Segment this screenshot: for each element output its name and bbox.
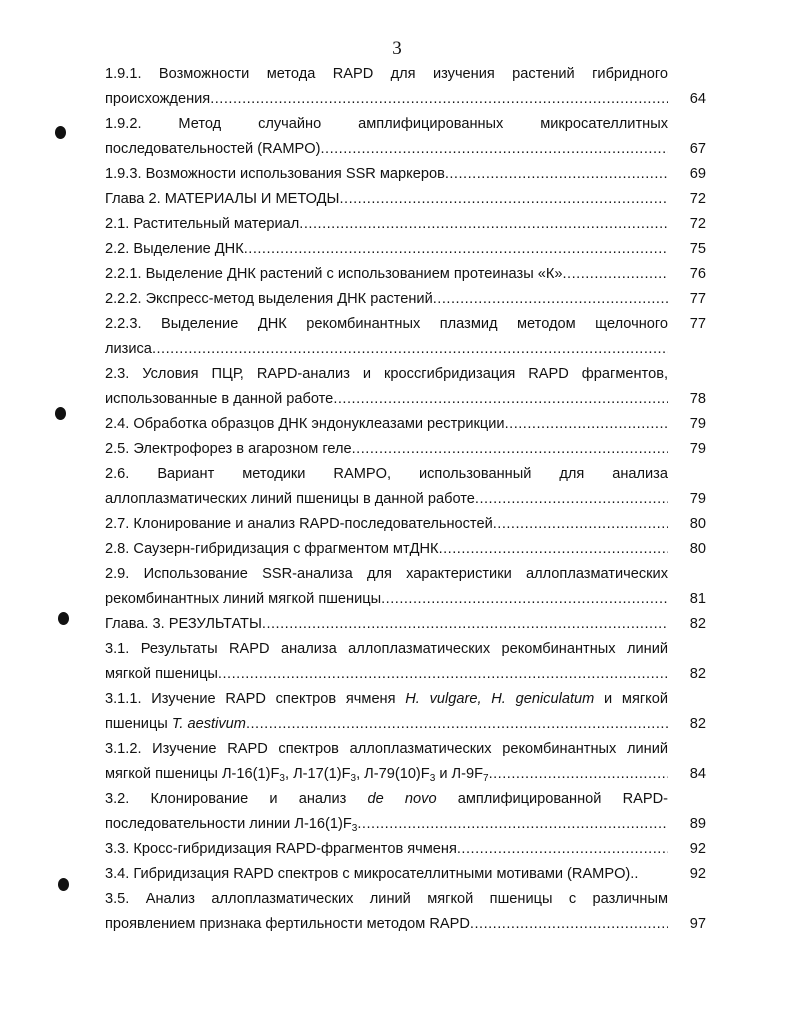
toc-entry-2-7: 2.7. Клонирование и анализ RAPD-последовательностей ..... (105, 512, 668, 537)
toc-entry-2-9-line2: рекомбинантных линий мягкой пшеницы ..... (105, 587, 668, 612)
toc-entry-1-9-3: 1.9.3. Возможности использования SSR маркеров ..... (105, 162, 668, 187)
toc-page-2-6: 79 (689, 491, 706, 507)
toc-entry-3-1-2-line1: 3.1.2. Изучение RAPD спектров аллоплазматических рекомбинантных линий (105, 741, 668, 757)
toc-page-chapter-2: 72 (689, 191, 706, 207)
toc-page-2-2: 75 (689, 241, 706, 257)
binding-hole-mark-1 (55, 126, 66, 139)
toc-page-2-2-2: 77 (689, 291, 706, 307)
toc-entry-3-3: 3.3. Кросс-гибридизация RAPD-фрагментов ячменя ..... (105, 837, 668, 862)
toc-page-2-1: 72 (689, 216, 706, 232)
toc-page-1-9-1: 64 (689, 91, 706, 107)
toc-entry-2-2: 2.2. Выделение ДНК ..... (105, 237, 668, 262)
toc-page-2-4: 79 (689, 416, 706, 432)
toc-entry-2-3-line1: 2.3. Условия ПЦР, RAPD-анализ и кроссгибридизация RAPD фрагментов, (105, 366, 668, 382)
toc-entry-2-6-line1: 2.6. Вариант методики RAMPO, использованный для анализа (105, 466, 668, 482)
toc-entry-1-9-2-line2: последовательностей (RAMPO) ..... (105, 137, 668, 162)
toc-entry-2-8: 2.8. Саузерн-гибридизация с фрагментом мтДНК ..... (105, 537, 668, 562)
toc-page-2-5: 79 (689, 441, 706, 457)
toc-page-3-4: 92 (689, 866, 706, 882)
toc-page-2-7: 80 (689, 516, 706, 532)
toc-entry-3-1-line2: мягкой пшеницы ..... (105, 662, 668, 687)
toc-page-3-1-1: 82 (689, 716, 706, 732)
toc-entry-2-9-line1: 2.9. Использование SSR-анализа для характеристики аллоплазматических (105, 566, 668, 582)
toc-entry-2-5: 2.5. Электрофорез в агарозном геле ..... (105, 437, 668, 462)
toc-entry-3-2-line2: последовательности линии $Л-16(1)F_3$ ..... (105, 812, 668, 837)
toc-page-3-5: 97 (689, 916, 706, 932)
toc-entry-3-4: 3.4. Гибридизация RAPD спектров с микросателлитными мотивами (RAMPO).. (105, 866, 639, 882)
toc-entry-1-9-2-line1: 1.9.2. Метод случайно амплифицированных микросателлитных (105, 116, 668, 132)
toc-entry-3-2-line1: 3.2. Клонирование и анализ de novo амплифицированной RAPD- (105, 791, 668, 807)
toc-entry-chapter-3: Глава. 3. РЕЗУЛЬТАТЫ ..... (105, 612, 668, 637)
toc-entry-3-1-2-line2: мягкой пшеницы $Л-16(1)F_3$, $Л-17(1)F_3$, $Л-79(10)F_3$ и $Л-9F_7$ ..... (105, 762, 668, 787)
toc-page-3-1: 82 (689, 666, 706, 682)
toc-entry-1-9-1-line1: 1.9.1. Возможности метода RAPD для изучения растений гибридного (105, 66, 668, 82)
toc-entry-2-2-1: 2.2.1. Выделение ДНК растений с использованием протеиназы «К» ..... (105, 262, 668, 287)
toc-page-2-3: 78 (689, 391, 706, 407)
binding-hole-mark-4 (58, 878, 69, 891)
toc-entry-2-2-3-line1: 2.2.3. Выделение ДНК рекомбинантных плазмид методом щелочного (105, 316, 668, 332)
toc-entry-3-1-1-line1: 3.1.1. Изучение RAPD спектров ячменя H. vulgare, H. geniculatum и мягкой (105, 691, 668, 707)
toc-page-3-1-2: 84 (689, 766, 706, 782)
toc-entry-3-5-line2: проявлением признака фертильности методом RAPD ..... (105, 912, 668, 937)
toc-entry-2-3-line2: использованные в данной работе ..... (105, 387, 668, 412)
toc-entry-2-2-2: 2.2.2. Экспресс-метод выделения ДНК растений ..... (105, 287, 668, 312)
toc-page-1-9-3: 69 (689, 166, 706, 182)
toc-entry-3-1-1-line2: пшеницы T. aestivum ..... (105, 712, 668, 737)
toc-entry-1-9-1-line2: происхождения ..... (105, 87, 668, 112)
toc-page-2-9: 81 (689, 591, 706, 607)
toc-entry-3-5-line1: 3.5. Анализ аллоплазматических линий мягкой пшеницы с различным (105, 891, 668, 907)
toc-page-3-2: 89 (689, 816, 706, 832)
toc-page-2-2-1: 76 (689, 266, 706, 282)
toc-entry-3-1-line1: 3.1. Результаты RAPD анализа аллоплазматических рекомбинантных линий (105, 641, 668, 657)
page-number: 3 (392, 38, 402, 59)
toc-page-chapter-3: 82 (689, 616, 706, 632)
toc-entry-chapter-2: Глава 2. МАТЕРИАЛЫ И МЕТОДЫ ..... (105, 187, 668, 212)
binding-hole-mark-2 (55, 407, 66, 420)
binding-hole-mark-3 (58, 612, 69, 625)
toc-entry-2-2-3-line2: лизиса ..... (105, 337, 668, 362)
toc-page-3-3: 92 (689, 841, 706, 857)
toc-entry-2-6-line2: аллоплазматических линий пшеницы в данной работе ..... (105, 487, 668, 512)
toc-page-2-2-3: 77 (689, 316, 706, 332)
toc-page-2-8: 80 (689, 541, 706, 557)
toc-entry-2-1: 2.1. Растительный материал ..... (105, 212, 668, 237)
toc-page-1-9-2: 67 (689, 141, 706, 157)
toc-entry-2-4: 2.4. Обработка образцов ДНК эндонуклеазами рестрикции ..... (105, 412, 668, 437)
